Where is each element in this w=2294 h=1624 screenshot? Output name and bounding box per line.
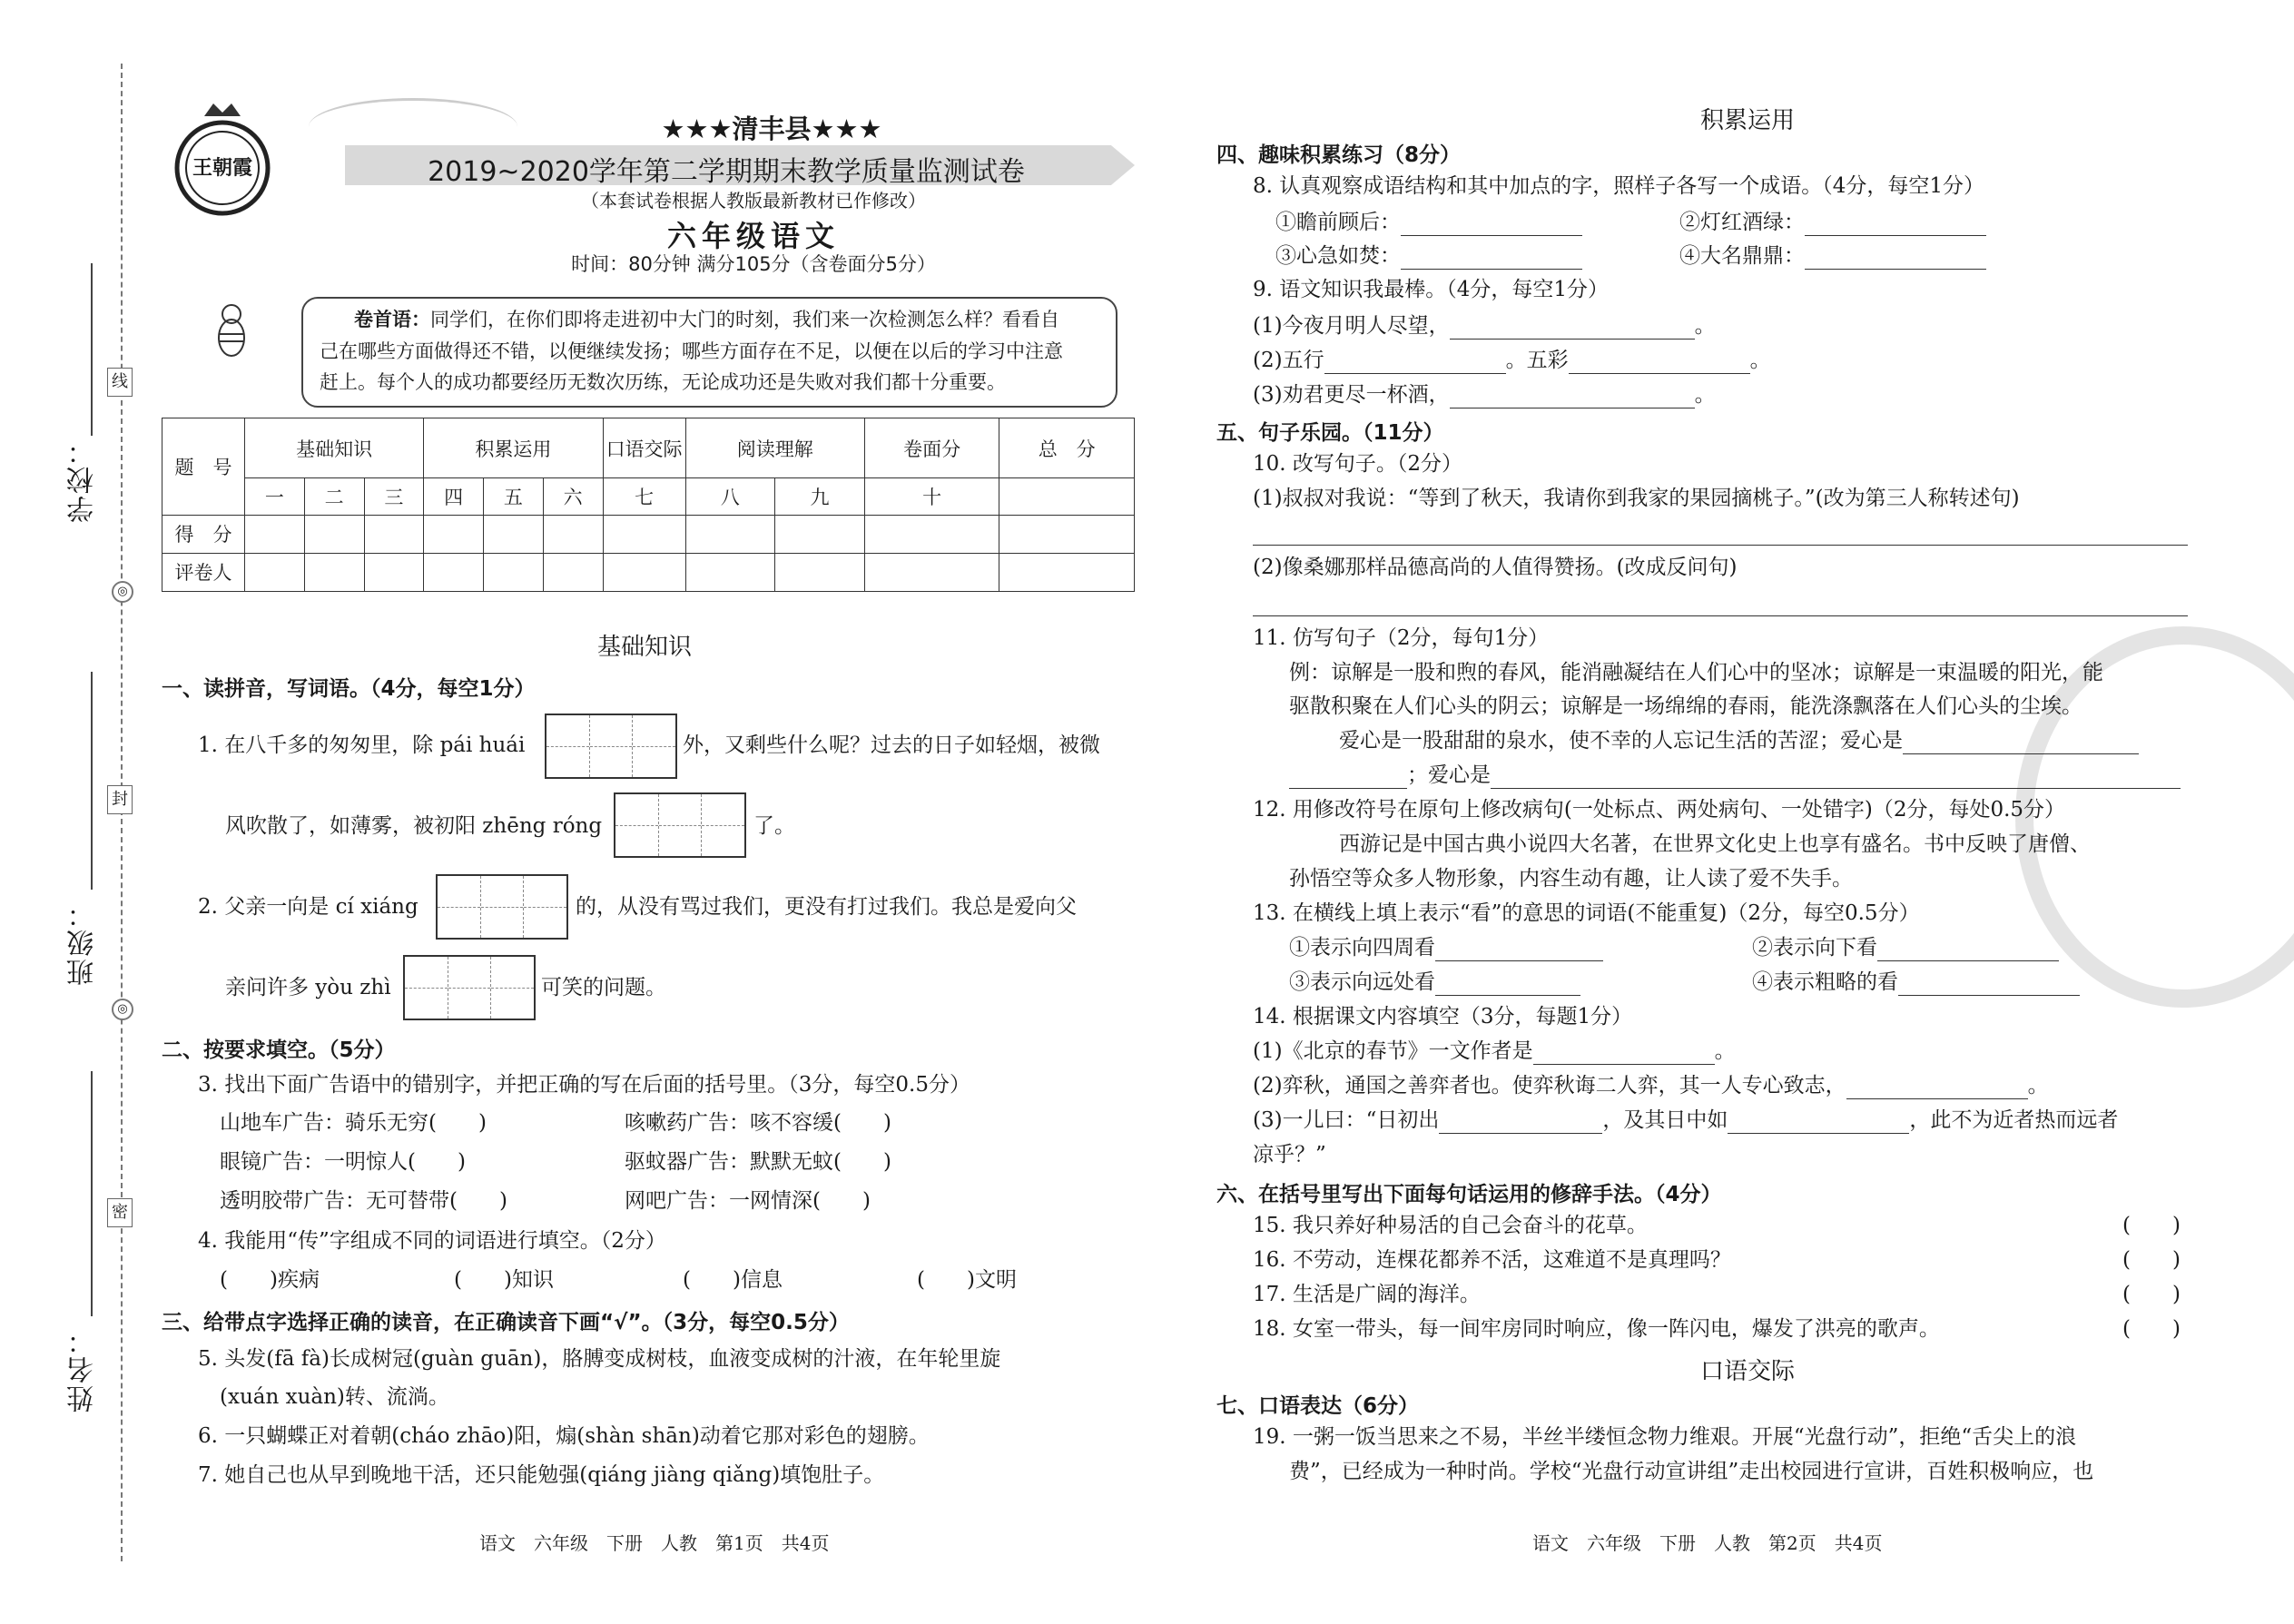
q9-item: 。五彩 [1505, 349, 1569, 372]
q2-answer-boxes[interactable] [403, 955, 536, 1020]
preface-line: 赶上。每个人的成功都要经历无数次历练，无论成功还是失败对我们都十分重要。 [320, 371, 1006, 393]
q15-answer[interactable]: ( ) [2122, 1214, 2181, 1237]
group-neatness: 卷面分 [864, 418, 999, 478]
q13-answer[interactable] [1877, 939, 2059, 961]
q2-text: 可笑的问题。 [541, 976, 666, 999]
q-num: 五 [484, 478, 544, 515]
q11-text: 11. 仿写句子（2分，每句1分） [1253, 626, 1550, 650]
q11-example: 驱散积聚在人们心头的阴云；谅解是一场绵绵的春雨，能洗涤飘落在人们心头的尘埃。 [1289, 694, 2082, 718]
q4-item[interactable]: ( )知识 [454, 1268, 554, 1292]
section-basic-title: 基础知识 [596, 634, 692, 661]
logo-text: 王朝霞 [192, 156, 252, 180]
class-label: 班级： [67, 899, 99, 986]
q-num: 四 [424, 478, 484, 515]
class-field[interactable] [91, 672, 93, 890]
section-5: 五、句子乐园。（11分） [1216, 421, 1444, 445]
q17-answer[interactable]: ( ) [2122, 1283, 2181, 1306]
q14-answer[interactable] [1533, 1042, 1715, 1065]
q13-item: ③表示向远处看 [1289, 970, 1435, 994]
seal-char-secret: 密 [107, 1198, 133, 1227]
score-table [162, 418, 1135, 592]
exam-note: （本套试卷根据人教版最新教材已作修改） [581, 190, 926, 212]
q12-text: 12. 用修改符号在原句上修改病句(一处标点、两处病句、一处错字)（2分，每处0.5分） [1253, 798, 2066, 822]
q11-answer[interactable] [1491, 766, 2181, 789]
seal-char-seal: 封 [107, 785, 133, 814]
q19-text: 费”，已经成为一种时尚。学校“光盘行动宣讲组”走出校园进行宣讲，百姓积极响应，也 [1289, 1460, 2094, 1483]
q8-answer[interactable] [1805, 247, 1986, 270]
q13-answer[interactable] [1435, 939, 1603, 961]
q8-item: ③心急如焚： [1275, 244, 1401, 268]
name-label: 姓名： [67, 1325, 99, 1412]
q8-text: 8. 认真观察成语结构和其中加点的字，照样子各写一个成语。（4分，每空1分） [1253, 174, 1985, 198]
punch-hole-icon: ◎ [112, 581, 133, 603]
q10-answer-line[interactable] [1253, 615, 2188, 616]
q13-item: ④表示粗略的看 [1752, 970, 1898, 994]
group-accum: 积累运用 [424, 418, 603, 478]
q-num: 九 [775, 478, 865, 515]
q9-item: (1)今夜月明人尽望， [1253, 314, 1450, 338]
q2-answer-boxes[interactable] [436, 874, 568, 940]
q14-text: 14. 根据课文内容填空（3分，每题1分） [1253, 1005, 1633, 1029]
q10-item: (2)像桑娜那样品德高尚的人值得赞扬。(改成反问句) [1253, 556, 1738, 579]
q12-sentence[interactable]: 孙悟空等众多人物形象，内容生动有趣，让人读了爱不失手。 [1289, 867, 1853, 891]
q14-answer[interactable] [1439, 1111, 1602, 1134]
q11-prompt: ；爱心是 [1407, 763, 1491, 787]
q13-text: 13. 在横线上填上表示“看”的意思的词语(不能重复)（2分，每空0.5分） [1253, 901, 1920, 925]
q13-item: ②表示向下看 [1752, 936, 1877, 960]
q10-text: 10. 改写句子。（2分） [1253, 452, 1463, 476]
seal-char-line: 线 [107, 368, 133, 397]
section-oral-title: 口语交际 [1699, 1358, 1795, 1385]
q3-item[interactable]: 山地车广告：骑乐无穷( ) [220, 1111, 487, 1135]
q10-item: (1)叔叔对我说：“等到了秋天，我请你到我家的果园摘桃子。”(改为第三人称转述句) [1253, 487, 2020, 510]
q11-example: 例：谅解是一股和煦的春风，能消融凝结在人们心中的坚冰；谅解是一束温暖的阳光，能 [1289, 661, 2103, 684]
q9-item: (3)劝君更尽一杯酒， [1253, 383, 1450, 407]
q1-answer-boxes[interactable] [614, 792, 746, 858]
row-score: 得 分 [162, 515, 245, 553]
q9-answer[interactable] [1450, 386, 1695, 408]
q-num: 七 [603, 478, 685, 515]
q-num: 十 [864, 478, 999, 515]
county-title: ★★★清丰县★★★ [661, 113, 882, 144]
q4-text: 4. 我能用“传”字组成不同的词语进行填空。（2分） [198, 1229, 666, 1253]
section-2: 二、按要求填空。（5分） [162, 1038, 396, 1062]
q5-text[interactable]: 5. 头发(fā fà)长成树冠(guàn guān)，胳膊变成树枝，血液变成树的汁液，在年轮里旋 [198, 1347, 1001, 1371]
q14-item: (2)弈秋，通国之善弈者也。使弈秋诲二人弈，其一人专心致志， [1253, 1074, 1846, 1097]
q9-text: 9. 语文知识我最棒。（4分，每空1分） [1253, 278, 1610, 301]
q4-item[interactable]: ( )文明 [917, 1268, 1017, 1292]
q1-text: 1. 在八千多的匆匆里，除 pái huái [198, 733, 526, 757]
exam-title: 2019~2020学年第二学期期末教学质量监测试卷 [428, 156, 1025, 188]
q3-item[interactable]: 眼镜广告：一明惊人( ) [220, 1150, 466, 1174]
q3-item[interactable]: 透明胶带广告：无可替带( ) [220, 1189, 507, 1213]
q16-answer[interactable]: ( ) [2122, 1248, 2181, 1272]
q8-item: ②灯红酒绿： [1679, 211, 1805, 234]
q14-item: 凉乎？” [1253, 1143, 1326, 1166]
q11-answer[interactable] [1289, 766, 1407, 789]
section-4: 四、趣味积累练习（8分） [1216, 143, 1462, 167]
section-accum-title: 积累运用 [1699, 107, 1795, 134]
q16-text: 16. 不劳动，连棵花都养不活，这难道不是真理吗？ [1253, 1248, 1731, 1272]
group-total: 总 分 [999, 418, 1135, 478]
q14-item: ，及其日中如 [1602, 1108, 1728, 1132]
q-num: 六 [543, 478, 603, 515]
q13-answer[interactable] [1435, 973, 1580, 996]
group-basic: 基础知识 [245, 418, 424, 478]
q13-item: ①表示向四周看 [1289, 936, 1435, 960]
bee-mascot-icon [209, 300, 254, 363]
group-reading: 阅读理解 [685, 418, 864, 478]
q12-sentence[interactable]: 西游记是中国古典小说四大名著，在世界文化史上也享有盛名。书中反映了唐僧、 [1339, 832, 2091, 856]
section-6: 六、在括号里写出下面每句话运用的修辞手法。（4分） [1216, 1183, 1722, 1206]
subject-title: 六年级语文 [666, 219, 840, 253]
q14-item: ，此不为近者热而远者 [1909, 1108, 2119, 1132]
q3-text: 3. 找出下面广告语中的错别字，并把正确的写在后面的括号里。（3分，每空0.5分） [198, 1073, 970, 1097]
q8-answer[interactable] [1401, 247, 1582, 270]
q3-item[interactable]: 驱蚊器广告：默默无蚊( ) [625, 1150, 891, 1174]
q8-answer[interactable] [1401, 213, 1582, 236]
q8-item: ④大名鼎鼎： [1679, 244, 1805, 268]
q6-text[interactable]: 6. 一只蝴蝶正对着朝(cháo zhāo)阳，煽(shàn shān)动着它那对彩色的翅膀。 [198, 1424, 930, 1448]
q4-item[interactable]: ( )信息 [683, 1268, 783, 1292]
section-1: 一、读拼音，写词语。（4分，每空1分） [162, 677, 536, 701]
q1-text: 外，又剩些什么呢？过去的日子如轻烟，被微 [683, 733, 1100, 757]
preface-label: 卷首语： [354, 308, 430, 330]
page1-footer: 语文 六年级 下册 人教 第1页 共4页 [479, 1532, 830, 1554]
q7-text[interactable]: 7. 她自己也从早到晚地干活，还只能勉强(qiáng jiàng qiǎng)填饱肚子。 [198, 1463, 885, 1487]
preface-line: 同学们，在你们即将走进初中大门的时刻，我们来一次检测怎么样？看看自 [430, 309, 1059, 330]
publisher-logo [172, 100, 272, 227]
q11-answer[interactable] [1903, 732, 2139, 754]
q11-prompt: 爱心是一股甜甜的泉水，使不幸的人忘记生活的苦涩；爱心是 [1339, 729, 1903, 753]
q2-text: 亲问许多 yòu zhì [225, 976, 391, 999]
q2-text: 的，从没有骂过我们，更没有打过我们。我总是爱向父 [576, 895, 1077, 919]
page2-footer: 语文 六年级 下册 人教 第2页 共4页 [1532, 1532, 1883, 1554]
q15-text: 15. 我只养好种易活的自己会奋斗的花草。 [1253, 1214, 1648, 1237]
q18-text: 18. 女室一带头，每一间牢房同时响应，像一阵闪电，爆发了洪亮的歌声。 [1253, 1317, 1940, 1341]
school-label: 学校： [67, 436, 99, 523]
q17-text: 17. 生活是广阔的海洋。 [1253, 1283, 1481, 1306]
q2-text: 2. 父亲一向是 cí xiáng [198, 895, 418, 919]
col-title: 题 号 [162, 418, 245, 516]
q-num: 八 [685, 478, 775, 515]
q14-item: (3)一儿曰：“日初出 [1253, 1108, 1440, 1132]
q14-answer[interactable] [1846, 1077, 2028, 1099]
q4-item[interactable]: ( )疾病 [220, 1268, 320, 1292]
q9-answer[interactable] [1569, 351, 1750, 374]
row-grader: 评卷人 [162, 553, 245, 591]
section-3: 三、给带点字选择正确的读音，在正确读音下画“√”。（3分，每空0.5分） [162, 1311, 850, 1334]
q14-item: (1)《北京的春节》一文作者是 [1253, 1039, 1533, 1063]
group-oral: 口语交际 [603, 418, 685, 478]
q1-answer-boxes[interactable] [545, 714, 677, 779]
q-num: 三 [364, 478, 424, 515]
q5-text[interactable]: (xuán xuàn)转、流淌。 [220, 1385, 449, 1409]
q-num: 一 [245, 478, 305, 515]
q8-item: ①瞻前顾后： [1275, 211, 1401, 234]
q1-text: 风吹散了，如薄雾，被初阳 zhēng róng [225, 814, 603, 838]
exam-time: 时间：80分钟 满分105分（含卷面分5分） [571, 253, 936, 275]
q19-text: 19. 一粥一饭当思来之不易，半丝半缕恒念物力维艰。开展“光盘行动”，拒绝“舌尖上的浪 [1253, 1425, 2077, 1449]
q9-answer[interactable] [1450, 317, 1695, 340]
section-7: 七、口语表达（6分） [1216, 1394, 1420, 1418]
q3-item[interactable]: 网吧广告：一网情深( ) [625, 1189, 871, 1213]
q-num: 二 [304, 478, 364, 515]
q14-answer[interactable] [1728, 1111, 1909, 1134]
name-field[interactable] [91, 1071, 93, 1316]
punch-hole-icon: ◎ [112, 999, 133, 1020]
q8-answer[interactable] [1805, 213, 1986, 236]
q9-item: (2)五行 [1253, 349, 1324, 372]
preface-line: 己在哪些方面做得还不错，以便继续发扬；哪些方面存在不足，以便在以后的学习中注意 [320, 340, 1063, 362]
q18-answer[interactable]: ( ) [2122, 1317, 2181, 1341]
q13-answer[interactable] [1898, 973, 2080, 996]
q9-answer[interactable] [1324, 351, 1506, 374]
q10-answer-line[interactable] [1253, 545, 2188, 546]
q3-item[interactable]: 咳嗽药广告：咳不容缓( ) [625, 1111, 891, 1135]
q1-text: 了。 [753, 814, 795, 838]
school-field[interactable] [91, 263, 93, 436]
